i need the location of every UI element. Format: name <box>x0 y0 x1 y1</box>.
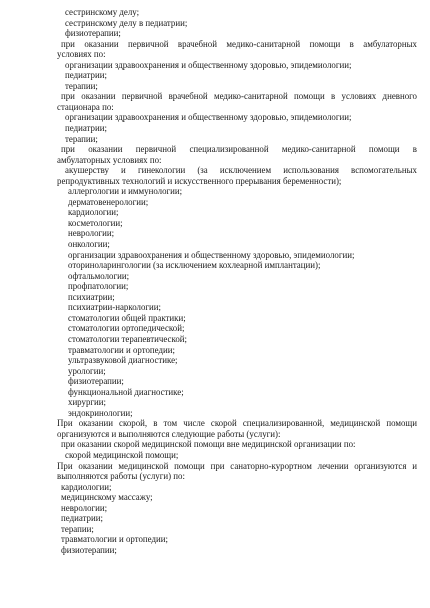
text-line: организуются и выполняются следующие работы (услуги): <box>57 428 281 439</box>
text-line: неврологии; <box>61 502 108 513</box>
text-line: профпатологии; <box>68 281 129 292</box>
text-line: стационара по: <box>57 101 114 112</box>
text-line: эндокринологии; <box>68 407 133 418</box>
text-line: при оказании первичной врачебной медико-санитарной помощи в условиях дневного <box>61 91 417 102</box>
text-line: репродуктивных технологий и искусственного прерывания беременности); <box>57 175 342 186</box>
text-line: условиях по: <box>57 49 106 60</box>
text-line: кардиологии; <box>68 207 119 218</box>
text-line: сестринскому делу; <box>65 7 140 17</box>
text-line: при оказании первичной специализированной медико-санитарной помощи в <box>61 144 417 155</box>
text-line: терапии; <box>65 80 98 91</box>
text-line: физиотерапии; <box>61 544 117 555</box>
text-line: онкологии; <box>68 239 110 250</box>
text-line: травматологии и ортопедии; <box>68 344 175 355</box>
text-line: хирургии; <box>68 397 106 408</box>
text-line: педиатрии; <box>61 513 103 524</box>
text-line: функциональной диагностике; <box>68 386 184 397</box>
text-line: амбулаторных условиях по: <box>57 154 162 165</box>
text-line: урологии; <box>68 365 106 376</box>
text-line: психиатрии; <box>68 291 115 302</box>
text-line: акушерству и гинекологии (за исключением использования вспомогательных <box>65 165 417 176</box>
text-line: физиотерапии; <box>68 376 124 387</box>
document-body <box>57 7 417 555</box>
text-line: скорой медицинской помощи; <box>65 449 179 460</box>
text-line: кардиологии; <box>61 481 112 492</box>
text-line: стоматологии ортопедической; <box>68 323 185 334</box>
text-line: терапии; <box>61 523 94 534</box>
text-line: физиотерапии; <box>65 28 121 39</box>
text-line: психиатрии-наркологии; <box>68 302 161 313</box>
text-line: оториноларингологии (за исключением кохлеарной имплантации); <box>68 260 321 271</box>
text-line: организации здравоохранения и общественному здоровью, эпидемиологии; <box>68 249 355 260</box>
text-line: организации здравоохранения и общественному здоровью, эпидемиологии; <box>65 112 352 123</box>
text-line: ультразвуковой диагностике; <box>68 355 178 366</box>
text-line: медицинскому массажу; <box>61 492 153 503</box>
text-line: офтальмологии; <box>68 270 130 281</box>
text-line: травматологии и ортопедии; <box>61 534 168 545</box>
text-line: при оказании скорой медицинской помощи вне медицинской организации по: <box>61 439 356 450</box>
text-line: косметологии; <box>68 217 123 228</box>
text-line: выполняются работы (услуги) по: <box>57 471 185 482</box>
text-line: педиатрии; <box>65 70 107 81</box>
text-line: дерматовенерологии; <box>68 196 149 207</box>
text-line: стоматологии общей практики; <box>68 312 186 323</box>
text-line: терапии; <box>65 133 98 144</box>
text-line: аллергологии и иммунологии; <box>68 186 183 197</box>
text-line: стоматологии терапевтической; <box>68 333 187 344</box>
text-line: педиатрии; <box>65 123 107 134</box>
text-line: При оказании скорой, в том числе скорой специализированной, медицинской помощи <box>57 418 417 429</box>
text-line: сестринскому делу в педиатрии; <box>65 17 188 28</box>
text-line: При оказании медицинской помощи при санаторно-курортном лечении организуются и <box>57 460 417 471</box>
text-line: неврологии; <box>68 228 115 239</box>
text-line: организации здравоохранения и общественному здоровью, эпидемиологии; <box>65 59 352 70</box>
text-line: при оказании первичной врачебной медико-санитарной помощи в амбулаторных <box>61 38 417 49</box>
